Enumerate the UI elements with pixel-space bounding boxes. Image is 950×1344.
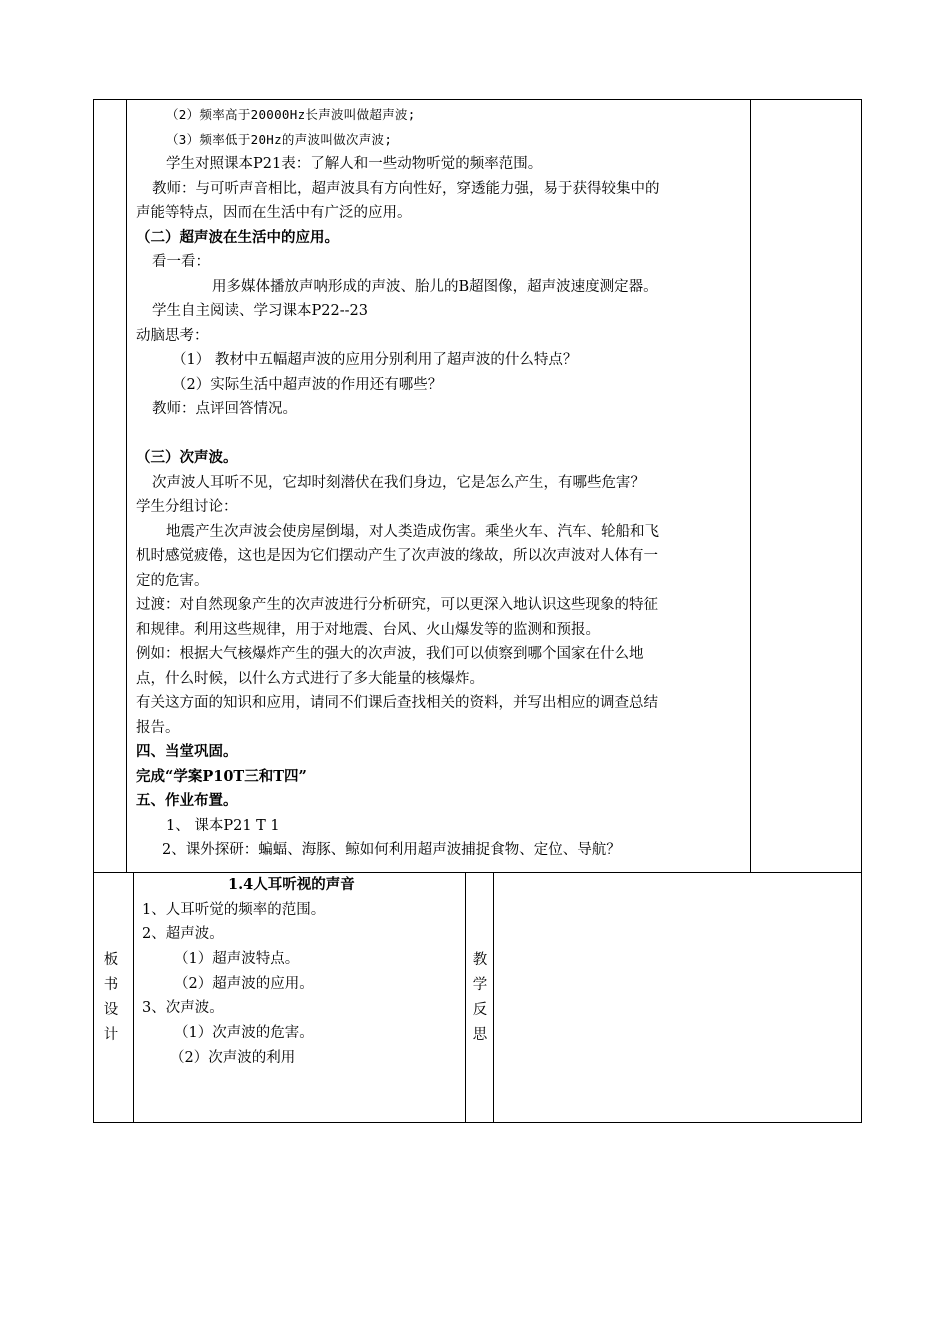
board-line: 1、人耳听觉的频率的范围。 <box>142 901 326 918</box>
board-line: （2）超声波的应用。 <box>174 975 314 992</box>
teaching-reflection-area <box>494 873 861 1122</box>
board-line: （2）次声波的利用 <box>170 1049 296 1066</box>
lesson-line: 1、 课本P21 T 1 <box>166 817 280 834</box>
upper-left-column-line <box>126 99 127 873</box>
lesson-line: 报告。 <box>136 719 180 736</box>
label-char: 学 <box>472 977 488 993</box>
lesson-line: 次声波人耳听不见，它却时刻潜伏在我们身边，它是怎么产生，有哪些危害？ <box>152 474 645 491</box>
lesson-body <box>136 103 748 863</box>
lesson-line: 用多媒体播放声呐形成的声波、胎儿的B超图像，超声波速度测定器。 <box>212 278 658 295</box>
label-char: 板 <box>103 952 119 968</box>
lesson-line: 定的危害。 <box>136 572 209 589</box>
label-char: 反 <box>472 1002 488 1018</box>
lesson-line: 机时感觉疲倦，这也是因为它们摆动产生了次声波的缘故，所以次声波对人体有一 <box>136 548 658 564</box>
lesson-line: 五、作业布置。 <box>136 792 238 809</box>
board-design-label <box>101 948 121 1048</box>
label-char: 计 <box>103 1027 119 1043</box>
lesson-line: （二）超声波在生活中的应用。 <box>136 228 339 246</box>
lesson-line: 点，什么时候，以什么方式进行了多大能量的核爆炸。 <box>136 670 484 687</box>
board-line: （1）超声波特点。 <box>174 951 300 968</box>
lesson-line: 动脑思考： <box>136 327 209 344</box>
lesson-line: 2、课外探研：蝙蝠、海豚、鲸如何利用超声波捕捉食物、定位、导航？ <box>162 842 621 858</box>
upper-right-column-line <box>750 99 751 873</box>
board-line: （1）次声波的危害。 <box>174 1025 314 1042</box>
lesson-line: 学生对照课本P21表：了解人和一些动物听觉的频率范围。 <box>166 156 543 172</box>
lesson-line: 和规律。利用这些规律，用于对地震、台风、火山爆发等的监测和预报。 <box>136 621 600 638</box>
board-label-column-line <box>133 872 134 1123</box>
lesson-line <box>136 422 748 447</box>
reflection-label-left-line <box>465 872 466 1123</box>
label-char: 教 <box>472 952 488 968</box>
lesson-line: 教师：与可听声音相比，超声波具有方向性好，穿透能力强，易于获得较集中的 <box>152 180 660 197</box>
lesson-line: 过渡：对自然现象产生的次声波进行分析研究，可以更深入地认识这些现象的特征 <box>136 597 658 613</box>
board-line: 3、次声波。 <box>142 1000 224 1017</box>
lesson-line: 地震产生次声波会使房屋倒塌，对人类造成伤害。乘坐火车、汽车、轮船和飞 <box>166 523 659 540</box>
lesson-line: 例如：根据大气核爆炸产生的强大的次声波，我们可以侦察到哪个国家在什么地 <box>136 646 644 662</box>
lesson-line: 四、当堂巩固。 <box>136 743 238 760</box>
lesson-line: 声能等特点，因而在生活中有广泛的应用。 <box>136 205 412 221</box>
lesson-line: 学生自主阅读、学习课本P22--23 <box>152 303 368 319</box>
lesson-line: 教师：点评回答情况。 <box>152 401 297 417</box>
lesson-line: 有关这方面的知识和应用，请同不们课后查找相关的资料，并写出相应的调查总结 <box>136 695 658 711</box>
lesson-line: （2）频率高于20000Hz长声波叫做超声波; <box>166 107 416 122</box>
teaching-reflection-label <box>470 948 490 1048</box>
label-char: 设 <box>103 1002 119 1018</box>
lesson-line: 看一看： <box>152 254 210 270</box>
lesson-line: （三）次声波。 <box>136 449 238 466</box>
label-char: 思 <box>472 1027 488 1043</box>
board-line: 1.4人耳听视的声音 <box>228 876 355 893</box>
lesson-line: 学生分组讨论： <box>136 499 238 515</box>
board-line: 2、超声波。 <box>142 926 224 943</box>
board-design-content <box>140 873 460 1071</box>
lesson-line: 完成“学案P10T三和T四” <box>136 767 307 785</box>
lesson-line: （2）实际生活中超声波的作用还有哪些？ <box>172 376 443 393</box>
label-char: 书 <box>103 977 119 993</box>
lesson-line: （1） 教材中五幅超声波的应用分别利用了超声波的什么特点？ <box>172 352 578 368</box>
lesson-line: （3）频率低于20Hz的声波叫做次声波; <box>166 131 393 147</box>
